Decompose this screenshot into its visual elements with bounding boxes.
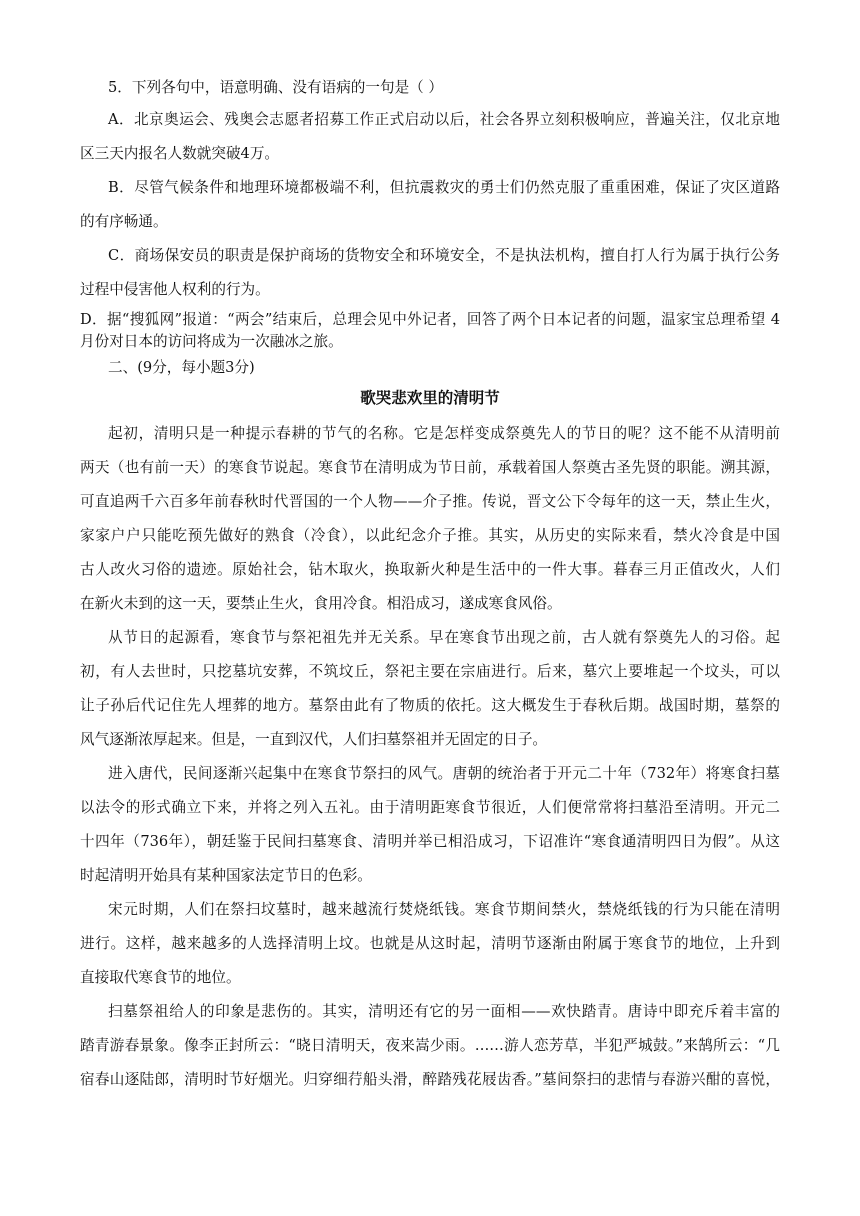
option-a-line-1: A．北京奥运会、残奥会志愿者招募工作正式启动以后，社会各界立刻积极响应，普遍关注，仅北京地 [108, 111, 780, 128]
option-d-line-1: D．据“搜狐网”报道：“两会”结束后，总理会见中外记者，回答了两个日本记者的问题，温家宝总理希望 4 [80, 311, 780, 328]
option-d-line-2: 月份对日本的访问将成为一次融冰之旅。 [80, 333, 343, 350]
article-title: 歌哭悲欢里的清明节 [360, 389, 500, 407]
option-a-line-2: 区三天内报名人数就突破4万。 [80, 145, 280, 162]
paragraph-4-line-3: 直接取代寒食节的地位。 [80, 969, 241, 986]
paragraph-1-line-2: 两天（也有前一天）的寒食节说起。寒食节在清明成为节日前，承载着国人祭奠古圣先贤的职能。溯其源， [80, 459, 780, 476]
paragraph-3-line-1: 进入唐代，民间逐渐兴起集中在寒食节祭扫的风气。唐朝的统治者于开元二十年（732年）将寒食扫墓 [108, 765, 780, 782]
paragraph-2-line-1: 从节日的起源看，寒食节与祭祀祖先并无关系。早在寒食节出现之前，古人就有祭奠先人的习俗。起 [108, 629, 780, 646]
question-5-stem: 5．下列各句中，语意明确、没有语病的一句是（ ） [108, 79, 443, 96]
paragraph-3-line-4: 时起清明开始具有某种国家法定节日的色彩。 [80, 867, 372, 884]
paragraph-2-line-4: 风气逐渐浓厚起来。但是，一直到汉代，人们扫墓祭祖并无固定的日子。 [80, 731, 548, 748]
option-b-line-1: B．尽管气候条件和地理环境都极端不利，但抗震救灾的勇士们仍然克服了重重困难，保证了灾区道路 [108, 179, 780, 196]
paragraph-2-line-3: 让子孙后代记住先人埋葬的地方。墓祭由此有了物质的依托。这大概发生于春秋后期。战国时期，墓祭的 [80, 697, 780, 714]
option-c-line-2: 过程中侵害他人权利的行为。 [80, 281, 270, 298]
paragraph-1-line-6: 在新火未到的这一天，要禁止生火，食用冷食。相沿成习，遂成寒食风俗。 [80, 595, 562, 612]
paragraph-5-line-2: 踏青游春景象。像李正封所云：“晓日清明天，夜来嵩少雨。……游人恋芳草，半犯严城鼓。”来鹄所云：“几 [80, 1037, 780, 1054]
paragraph-4-line-1: 宋元时期，人们在祭扫坟墓时，越来越流行焚烧纸钱。寒食节期间禁火，禁烧纸钱的行为只能在清明 [108, 901, 780, 918]
paragraph-2-line-2: 初，有人去世时，只挖墓坑安葬，不筑坟丘，祭祀主要在宗庙进行。后来，墓穴上要堆起一个坟头，可以 [80, 663, 780, 680]
option-b-line-2: 的有序畅通。 [80, 213, 168, 230]
paragraph-5-line-1: 扫墓祭祖给人的印象是悲伤的。其实，清明还有它的另一面相——欢快踏青。唐诗中即充斥着丰富的 [108, 1003, 780, 1020]
paragraph-5-line-3: 宿春山逐陆郎，清明时节好烟光。归穿细荇船头滑，醉踏残花屐齿香。”墓间祭扫的悲情与春游兴酣的喜悦， [80, 1071, 780, 1088]
paragraph-1-line-1: 起初，清明只是一种提示春耕的节气的名称。它是怎样变成祭奠先人的节日的呢？这不能不从清明前 [108, 425, 780, 442]
paragraph-1-line-5: 古人改火习俗的遗迹。原始社会，钻木取火，换取新火种是生活中的一件大事。暮春三月正值改火，人们 [80, 561, 780, 578]
paragraph-1-line-4: 家家户户只能吃预先做好的熟食（冷食），以此纪念介子推。其实，从历史的实际来看，禁火冷食是中国 [80, 527, 780, 544]
paragraph-4-line-2: 进行。这样，越来越多的人选择清明上坟。也就是从这时起，清明节逐渐由附属于寒食节的地位，上升到 [80, 935, 780, 952]
option-c-line-1: C．商场保安员的职责是保护商场的货物安全和环境安全，不是执法机构，擅自打人行为属于执行公务 [108, 247, 780, 264]
paragraph-1-line-3: 可直追两千六百多年前春秋时代晋国的一个人物——介子推。传说，晋文公下令每年的这一天，禁止生火， [80, 493, 780, 510]
paragraph-3-line-3: 十四年（736年），朝廷鉴于民间扫墓寒食、清明并举已相沿成习，下诏准许“寒食通清明四日为假”。从这 [80, 833, 780, 850]
section-2-heading: 二、(9分，每小题3分) [108, 359, 255, 376]
paragraph-3-line-2: 以法令的形式确立下来，并将之列入五礼。由于清明距寒食节很近，人们便常常将扫墓沿至清明。开元二 [80, 799, 780, 816]
